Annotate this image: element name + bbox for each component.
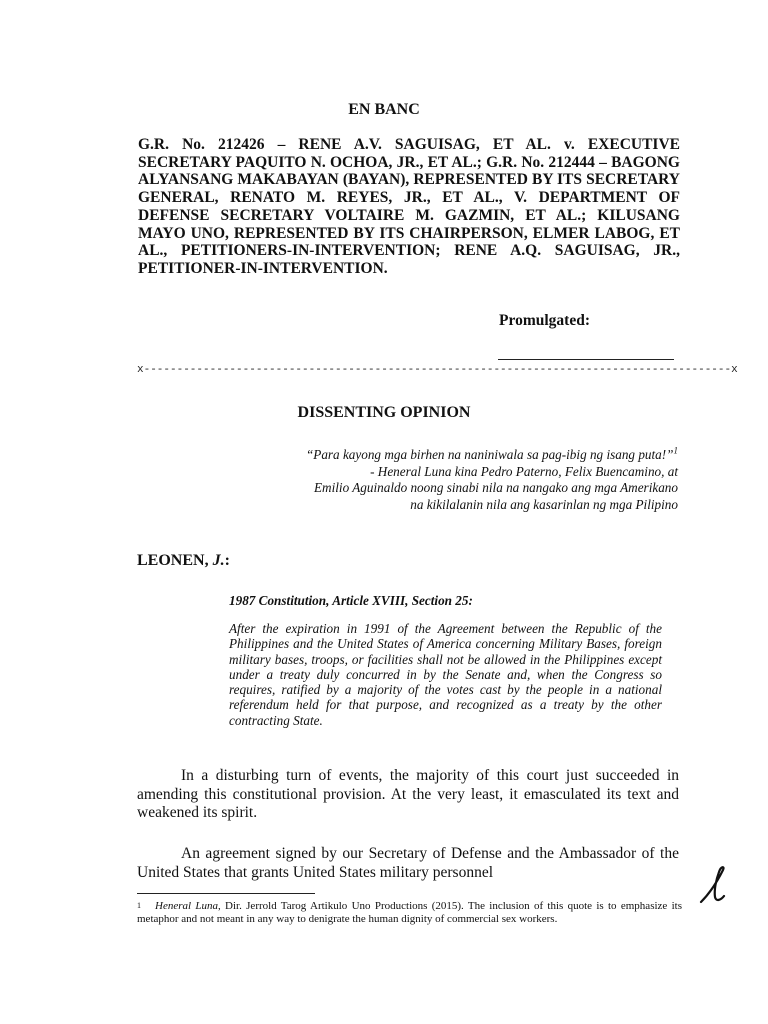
opinion-author [137,552,230,570]
case-caption: G.R. No. 212426 – RENE A.V. SAGUISAG, ET AL. v. EXECUTIVE SECRETARY PAQUITO N. OCHOA, JR., ET AL.; G.R. No. 212444 – BAGONG ALYANSANG MAKABAYAN (BAYAN), REPRESENTED BY ITS SECRETARY GENERAL, RENATO M. REYES, JR., ET AL., V. DEPARTMENT OF DEFENSE SECRETARY VOLTAIRE M. GAZMIN, ET AL.; KILUSANG MAYO UNO, REPRESENTED BY ITS CHAIRPERSON, ELMER LABOG, ET AL., PETITIONERS-IN-INTERVENTION; RENE A.Q. SAGUISAG, JR., PETITIONER-IN-INTERVENTION. [138,136,680,277]
footnote-separator [137,893,315,894]
handwritten-initial-icon [697,864,733,906]
promulgation-date-line [498,359,674,360]
body-paragraph-1: In a disturbing turn of events, the majority of this court just succeeded in amending this constitutional provision. At the very least, it emasculated its text and weakened its spirit. [137,767,679,821]
provision-citation: 1987 Constitution, Article XVIII, Section 25: [229,593,473,608]
footnote [137,900,682,925]
body-paragraph-2: An agreement signed by our Secretary of Defense and the Ambassador of the United States that grants United States military personnel [137,845,679,881]
court-division: EN BANC [348,101,420,118]
caption-separator: x-----------------------------------------------------------------------------------------x [137,364,738,376]
opinion-title: DISSENTING OPINION [297,404,471,421]
epigraph-attribution-2: Emilio Aguinaldo noong sinabi nila na nangako ang mga Amerikano [314,480,678,495]
author-colon: : [224,552,230,569]
provision-text: After the expiration in 1991 of the Agreement between the Republic of the Philippines and the United States of America concerning Military Bases, foreign military bases, troops, or facilities shall not be allowed in the Philippines except under a treaty duly concurred in by the Senate and, when the Congress so requires, ratified by a majority of the votes cast by the people in a national referendum held for that purpose, and recognized as a treaty by the other contracting State. [229,621,662,728]
epigraph-attribution-3: na kikilalanin nila ang kasarinlan ng mga Pilipino [410,496,678,512]
epigraph-quote-line [248,447,678,464]
epigraph-attribution-1: - Heneral Luna kina Pedro Paterno, Felix Buencamino, at [370,463,678,479]
epigraph-quote: “Para kayong mga birhen na naniniwala sa pag-ibig ng isang puta!” [305,447,674,462]
footnote-number: 1 [137,901,141,910]
author-name: LEONEN, [137,552,213,569]
footnote-text: , Dir. Jerrold Tarog Artikulo Uno Productions (2015). The inclusion of this quote is to emphasize its metaphor and not meant in any way to denigrate the human dignity of commercial sex workers. [137,900,682,925]
promulgated-label: Promulgated: [499,312,590,329]
footnote-body [137,900,682,925]
footnote-reference[interactable]: 1 [673,445,678,456]
author-title: J. [212,552,225,569]
footnote-film-title: Heneral Luna [155,900,218,912]
epigraph [248,447,678,513]
